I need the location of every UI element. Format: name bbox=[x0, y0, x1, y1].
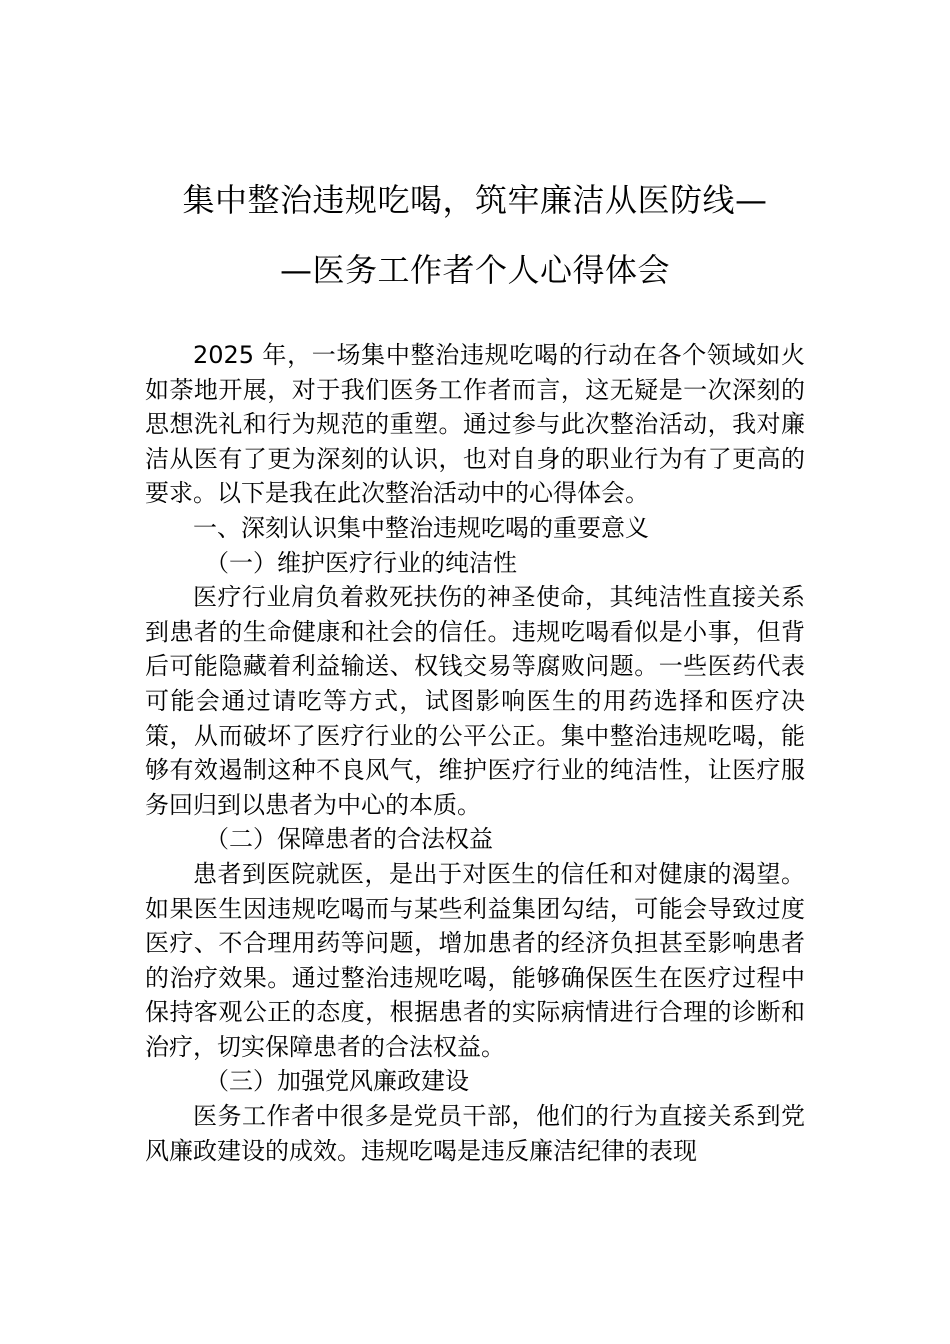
section-heading-1: 一、深刻认识集中整治违规吃喝的重要意义 bbox=[193, 513, 649, 542]
body-paragraph-3: 医务工作者中很多是党员干部，他们的行为直接关系到党风廉政建设的成效。违规吃喝是违反廉洁纪律的表现 bbox=[145, 1102, 805, 1165]
subsection-heading-1: （一）维护医疗行业的纯洁性 bbox=[205, 548, 517, 577]
body-paragraph-1: 医疗行业肩负着救死扶伤的神圣使命，其纯洁性直接关系到患者的生命健康和社会的信任。违规吃喝看似是小事，但背后可能隐藏着利益输送、权钱交易等腐败问题。一些医药代表可能会通过请吃等方式，试图影响医生的用药选择和医疗决策，从而破坏了医疗行业的公平公正。集中整治违规吃喝，能够有效遏制这种不良风气，维护医疗行业的纯洁性，让医疗服务回归到以患者为中心的本质。 bbox=[145, 583, 805, 819]
document-title-line-1: 集中整治违规吃喝，筑牢廉洁从医防线— bbox=[182, 181, 768, 219]
document-title-line-2: —医务工作者个人心得体会 bbox=[279, 251, 670, 289]
subsection-heading-2: （二）保障患者的合法权益 bbox=[205, 825, 493, 854]
intro-paragraph: 2025 年，一场集中整治违规吃喝的行动在各个领域如火如荼地开展，对于我们医务工作者而言，这无疑是一次深刻的思想洗礼和行为规范的重塑。通过参与此次整治活动，我对廉洁从医有了更为深刻的认识，也对自身的职业行为有了更高的要求。以下是我在此次整治活动中的心得体会。 bbox=[145, 341, 805, 508]
body-paragraph-2: 患者到医院就医，是出于对医生的信任和对健康的渴望。如果医生因违规吃喝而与某些利益集团勾结，可能会导致过度医疗、不合理用药等问题，增加患者的经济负担甚至影响患者的治疗效果。通过整治违规吃喝，能够确保医生在医疗过程中保持客观公正的态度，根据患者的实际病情进行合理的诊断和治疗，切实保障患者的合法权益。 bbox=[145, 859, 805, 1061]
subsection-heading-3: （三）加强党风廉政建设 bbox=[205, 1067, 469, 1096]
document-body bbox=[145, 338, 805, 1168]
